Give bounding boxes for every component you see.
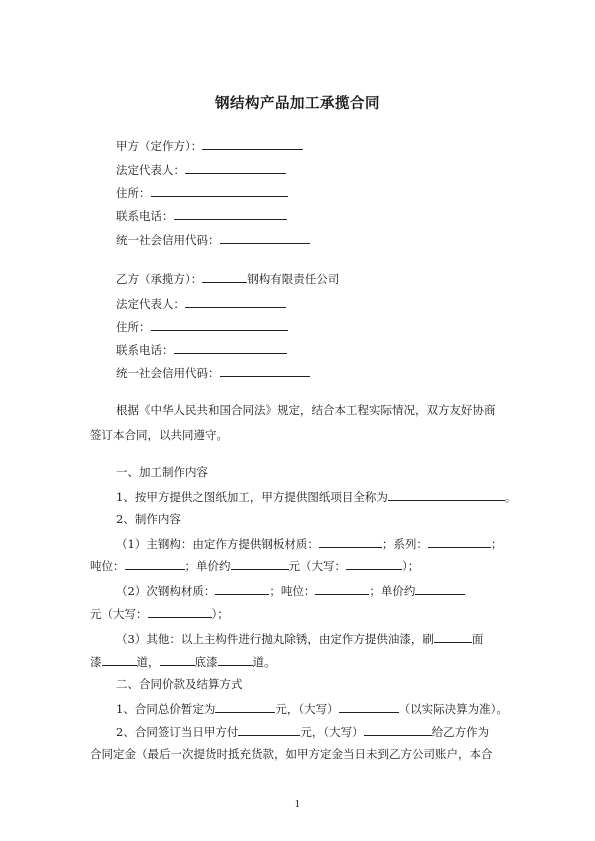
party-b-addr-label: 住所： (116, 320, 151, 334)
section-2-item-2-line-2: 合同定金（最后一次提货时抵充货款，如甲方定金当日未到乙方公司账户，本合 (90, 747, 493, 761)
intro-line-1: 根据《中华人民共和国合同法》规定，结合本工程实际情况，双方友好协商 (116, 403, 496, 417)
party-a-phone-label: 联系电话： (116, 209, 174, 223)
secondary-steel-row-2 (90, 605, 229, 621)
other-text-4: 道， (136, 655, 160, 669)
party-a-rep-row (116, 161, 286, 177)
secondary-steel-price-words-blank[interactable] (148, 605, 212, 618)
party-a-addr-row (116, 184, 288, 200)
other-text-2: 面 (471, 632, 484, 646)
main-steel-row-1 (116, 535, 502, 551)
deposit-words-blank[interactable] (364, 723, 432, 736)
party-a-credit-label: 统一社会信用代码： (116, 233, 220, 247)
party-b-rep-label: 法定代表人： (116, 297, 185, 311)
main-steel-series-blank[interactable] (428, 535, 491, 548)
total-price-words-blank[interactable] (339, 700, 399, 713)
secondary-steel-text-4: 元（大写： (90, 607, 148, 621)
main-steel-text-7: ）； (402, 559, 420, 573)
party-b-credit-row (116, 364, 310, 380)
other-row-2 (90, 653, 276, 669)
topcoat-count-blank[interactable] (434, 630, 472, 643)
main-steel-tonnage-blank[interactable] (125, 557, 185, 570)
section-1-heading: 一、加工制作内容 (116, 465, 208, 479)
party-a-phone-row (116, 207, 287, 223)
party-b-phone-row (116, 341, 287, 357)
party-a-name-row (116, 137, 303, 153)
party-b-addr-row (116, 318, 288, 334)
item-1-end: 。 (504, 490, 517, 504)
primer-layers-blank[interactable] (218, 653, 253, 666)
party-b-name-row (116, 270, 339, 286)
item-2-1-text-3: （以实际决算为准）。 (398, 702, 508, 716)
party-b-name-value: 钢构有限责任公司 (247, 272, 340, 286)
party-a-rep-blank[interactable] (185, 161, 286, 174)
primer-blank[interactable] (160, 653, 195, 666)
party-b-rep-blank[interactable] (185, 295, 286, 308)
party-a-name-label: 甲方（定作方）： (116, 139, 203, 153)
party-a-phone-blank[interactable] (174, 207, 287, 220)
section-2-item-2 (116, 723, 489, 739)
secondary-steel-text-2: ；吨位： (269, 584, 316, 598)
section-2-heading: 二、合同价款及结算方式 (116, 677, 243, 691)
party-a-credit-blank[interactable] (220, 231, 310, 244)
item-2-2-text-2: 元，（大写） (300, 725, 364, 739)
secondary-steel-price-blank[interactable] (415, 582, 465, 595)
section-1-item-1 (116, 488, 516, 504)
party-a-addr-label: 住所： (116, 186, 151, 200)
party-a-addr-blank[interactable] (151, 184, 288, 197)
secondary-steel-material-blank[interactable] (215, 582, 269, 595)
main-steel-text-1: （1）主钢构：由定作方提供钢板材质： (116, 537, 319, 551)
item-2-2-text-3: 给乙方作为 (431, 725, 490, 739)
other-text-5: 底漆 (194, 655, 218, 669)
party-b-credit-label: 统一社会信用代码： (116, 366, 220, 380)
deposit-blank[interactable] (238, 723, 300, 736)
intro-line-2: 签订本合同，以共同遵守。 (90, 428, 228, 442)
secondary-steel-row-1 (116, 582, 465, 598)
party-b-addr-blank[interactable] (151, 318, 288, 331)
party-a-name-blank[interactable] (202, 137, 303, 150)
secondary-steel-text-1: （2）次钢构材质： (116, 584, 216, 598)
other-text-1: （3）其他：以上主构件进行抛丸除锈，由定作方提供油漆，刷 (116, 632, 434, 646)
other-text-3: 漆 (90, 655, 102, 669)
page-number: 1 (294, 800, 301, 810)
main-steel-text-6: 元（大写： (288, 559, 346, 573)
main-steel-text-4: 吨位： (90, 559, 125, 573)
main-steel-text-2: ；系列： (381, 537, 428, 551)
party-a-rep-label: 法定代表人： (116, 163, 185, 177)
secondary-steel-text-3: ；单价约 (369, 584, 416, 598)
party-b-phone-label: 联系电话： (116, 343, 174, 357)
main-steel-text-5: ；单价约 (184, 559, 231, 573)
project-name-blank[interactable] (388, 488, 505, 501)
item-2-1-text-1: 1、合同总价暂定为 (116, 702, 216, 716)
party-b-name-blank[interactable] (202, 270, 247, 283)
main-steel-row-2 (90, 557, 419, 573)
party-b-phone-blank[interactable] (174, 341, 287, 354)
topcoat-layers-blank[interactable] (102, 653, 137, 666)
item-2-2-text-1: 2、合同签订当日甲方付 (116, 725, 239, 739)
other-row-1 (116, 630, 483, 646)
main-steel-price-blank[interactable] (231, 557, 289, 570)
item-1-text: 1、按甲方提供之图纸加工，甲方提供图纸项目全称为 (116, 490, 388, 504)
secondary-steel-tonnage-blank[interactable] (315, 582, 369, 595)
party-b-credit-blank[interactable] (220, 364, 310, 377)
contract-title: 钢结构产品加工承揽合同 (215, 95, 380, 112)
main-steel-text-3: ； (490, 537, 503, 551)
item-2-1-text-2: 元，（大写） (275, 702, 339, 716)
total-price-blank[interactable] (215, 700, 275, 713)
secondary-steel-text-5: ）； (211, 607, 229, 621)
section-2-item-1 (116, 700, 508, 716)
other-text-6: 道。 (252, 655, 276, 669)
party-b-rep-row (116, 295, 286, 311)
main-steel-price-words-blank[interactable] (346, 557, 402, 570)
party-b-name-label: 乙方（承揽方）： (116, 272, 203, 286)
main-steel-material-blank[interactable] (319, 535, 382, 548)
party-a-credit-row (116, 231, 310, 247)
section-1-item-2: 2、制作内容 (116, 512, 181, 526)
